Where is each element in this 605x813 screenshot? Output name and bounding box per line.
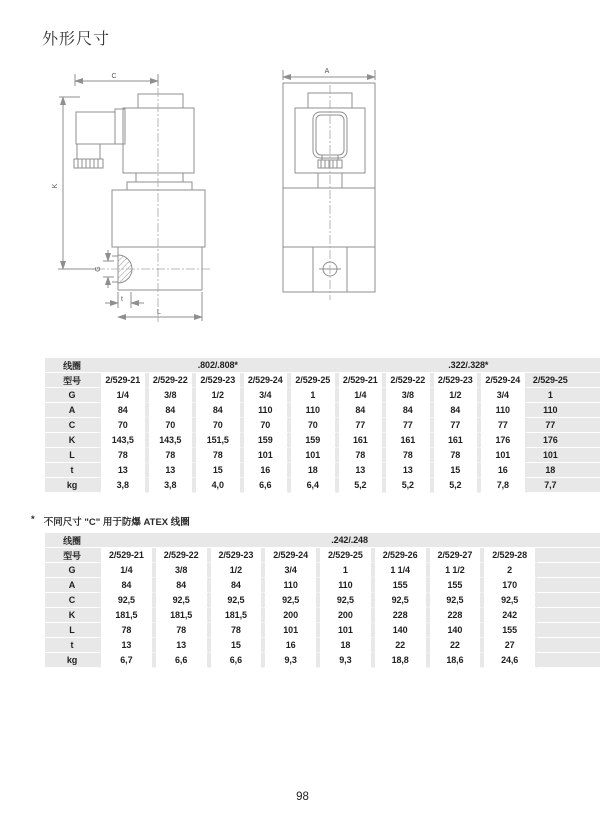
dimension-row-kg: [45, 653, 600, 668]
row-label: L: [45, 623, 99, 638]
model-cell: 2/529-24: [242, 373, 290, 388]
model-cell: 2/529-25: [289, 373, 337, 388]
row-label: t: [45, 463, 99, 478]
value-cell: 77: [432, 418, 480, 433]
value-cell: 16: [479, 463, 527, 478]
model-cell: 2/529-24: [263, 548, 318, 563]
dimension-row-t: [45, 463, 600, 478]
value-cell: 16: [242, 463, 290, 478]
value-cell: 1/4: [99, 388, 147, 403]
value-cell: 242: [482, 608, 537, 623]
value-cell: 22: [428, 638, 483, 653]
value-cell: 143,5: [99, 433, 147, 448]
filler-cell: [537, 608, 600, 623]
value-cell: 110: [318, 578, 373, 593]
coil-label: 线圈: [45, 358, 99, 373]
dimension-table-1-wrap: [45, 358, 600, 493]
model-cell: 2/529-22: [154, 548, 209, 563]
row-label: C: [45, 418, 99, 433]
dim-label-l: L: [157, 309, 161, 316]
model-label: 型号: [45, 548, 99, 563]
value-cell: 18,6: [428, 653, 483, 668]
value-cell: 2: [482, 563, 537, 578]
coil-group-label: .242/.248: [99, 533, 600, 548]
dimension-table-2: [45, 533, 600, 668]
value-cell: 101: [527, 448, 575, 463]
filler-cell: [574, 433, 600, 448]
value-cell: 200: [318, 608, 373, 623]
filler-cell: [574, 373, 600, 388]
value-cell: 110: [479, 403, 527, 418]
value-cell: 84: [337, 403, 385, 418]
value-cell: 110: [527, 403, 575, 418]
model-label: 型号: [45, 373, 99, 388]
value-cell: 101: [263, 623, 318, 638]
value-cell: 7,8: [479, 478, 527, 493]
value-cell: 4,0: [194, 478, 242, 493]
value-cell: 70: [289, 418, 337, 433]
dimension-row-C: [45, 593, 600, 608]
value-cell: 101: [242, 448, 290, 463]
value-cell: 13: [147, 463, 195, 478]
row-label: L: [45, 448, 99, 463]
model-cell: 2/529-21: [99, 548, 154, 563]
value-cell: 3/8: [384, 388, 432, 403]
value-cell: 13: [384, 463, 432, 478]
model-cell: 2/529-21: [337, 373, 385, 388]
value-cell: 16: [263, 638, 318, 653]
value-cell: 92,5: [373, 593, 428, 608]
filler-cell: [574, 463, 600, 478]
value-cell: 143,5: [147, 433, 195, 448]
filler-cell: [537, 578, 600, 593]
row-label: kg: [45, 478, 99, 493]
value-cell: 78: [337, 448, 385, 463]
value-cell: 159: [242, 433, 290, 448]
dimension-row-A: [45, 403, 600, 418]
model-cell: 2/529-22: [147, 373, 195, 388]
value-cell: 101: [289, 448, 337, 463]
filler-cell: [574, 478, 600, 493]
value-cell: 161: [432, 433, 480, 448]
value-cell: 77: [527, 418, 575, 433]
value-cell: 181,5: [209, 608, 264, 623]
value-cell: 6,6: [154, 653, 209, 668]
filler-cell: [537, 563, 600, 578]
front-view-drawing: [268, 60, 380, 305]
model-cell: 2/529-28: [482, 548, 537, 563]
value-cell: 7,7: [527, 478, 575, 493]
value-cell: 1 1/2: [428, 563, 483, 578]
row-label: G: [45, 563, 99, 578]
value-cell: 77: [384, 418, 432, 433]
value-cell: 110: [263, 578, 318, 593]
side-view-drawing: [50, 65, 220, 327]
model-row: [45, 373, 600, 388]
footnote-marker: *: [31, 514, 35, 525]
value-cell: 3/4: [479, 388, 527, 403]
value-cell: 78: [99, 623, 154, 638]
value-cell: 1/4: [337, 388, 385, 403]
value-cell: 3/8: [154, 563, 209, 578]
value-cell: 3/8: [147, 388, 195, 403]
filler-cell: [574, 448, 600, 463]
value-cell: 1/4: [99, 563, 154, 578]
value-cell: 1/2: [432, 388, 480, 403]
page-title: 外形尺寸: [42, 31, 111, 48]
dimension-row-K: [45, 608, 600, 623]
dim-label-k: K: [52, 183, 59, 189]
model-cell: 2/529-24: [479, 373, 527, 388]
filler-cell: [574, 418, 600, 433]
dimension-row-G: [45, 388, 600, 403]
value-cell: 181,5: [154, 608, 209, 623]
value-cell: 84: [432, 403, 480, 418]
value-cell: 92,5: [263, 593, 318, 608]
coil-row: [45, 533, 600, 548]
filler-cell: [537, 638, 600, 653]
value-cell: 13: [99, 638, 154, 653]
filler-cell: [574, 403, 600, 418]
dimension-row-L: [45, 623, 600, 638]
value-cell: 84: [99, 403, 147, 418]
value-cell: 18: [527, 463, 575, 478]
value-cell: 3,8: [99, 478, 147, 493]
model-cell: 2/529-27: [428, 548, 483, 563]
value-cell: 13: [99, 463, 147, 478]
dimension-row-L: [45, 448, 600, 463]
value-cell: 159: [289, 433, 337, 448]
value-cell: 181,5: [99, 608, 154, 623]
value-cell: 13: [154, 638, 209, 653]
value-cell: 228: [428, 608, 483, 623]
value-cell: 176: [479, 433, 527, 448]
value-cell: 27: [482, 638, 537, 653]
value-cell: 92,5: [209, 593, 264, 608]
value-cell: 78: [154, 623, 209, 638]
value-cell: 140: [428, 623, 483, 638]
model-cell: 2/529-23: [194, 373, 242, 388]
filler-cell: [574, 388, 600, 403]
footnote-text: 不同尺寸 "C" 用于防爆 ATEX 线圈: [43, 517, 190, 528]
value-cell: 15: [209, 638, 264, 653]
value-cell: 70: [242, 418, 290, 433]
row-label: A: [45, 578, 99, 593]
value-cell: 1/2: [209, 563, 264, 578]
page-number: 98: [296, 791, 309, 803]
dimension-row-G: [45, 563, 600, 578]
dim-label-a: A: [324, 68, 330, 75]
dim-label-c: C: [111, 73, 117, 80]
value-cell: 200: [263, 608, 318, 623]
row-label: A: [45, 403, 99, 418]
value-cell: 5,2: [384, 478, 432, 493]
coil-label: 线圈: [45, 533, 99, 548]
value-cell: 1 1/4: [373, 563, 428, 578]
filler-cell: [537, 593, 600, 608]
value-cell: 6,4: [289, 478, 337, 493]
dimension-row-C: [45, 418, 600, 433]
value-cell: 70: [194, 418, 242, 433]
dimension-table-1: [45, 358, 600, 493]
dimension-row-A: [45, 578, 600, 593]
coil-group-label: .322/.328*: [337, 358, 601, 373]
value-cell: 92,5: [482, 593, 537, 608]
value-cell: 84: [209, 578, 264, 593]
value-cell: 9,3: [263, 653, 318, 668]
model-cell: 2/529-23: [432, 373, 480, 388]
row-label: t: [45, 638, 99, 653]
value-cell: 1: [318, 563, 373, 578]
value-cell: 101: [479, 448, 527, 463]
value-cell: 5,2: [337, 478, 385, 493]
value-cell: 78: [432, 448, 480, 463]
value-cell: 101: [318, 623, 373, 638]
value-cell: 155: [428, 578, 483, 593]
value-cell: 78: [147, 448, 195, 463]
dimension-row-K: [45, 433, 600, 448]
value-cell: 5,2: [432, 478, 480, 493]
value-cell: 84: [99, 578, 154, 593]
value-cell: 84: [384, 403, 432, 418]
value-cell: 18,8: [373, 653, 428, 668]
value-cell: 18: [289, 463, 337, 478]
model-cell: 2/529-22: [384, 373, 432, 388]
value-cell: 78: [384, 448, 432, 463]
value-cell: 84: [147, 403, 195, 418]
filler-cell: [537, 653, 600, 668]
value-cell: 92,5: [318, 593, 373, 608]
value-cell: 140: [373, 623, 428, 638]
row-label: K: [45, 608, 99, 623]
filler-cell: [537, 623, 600, 638]
value-cell: 3,8: [147, 478, 195, 493]
value-cell: 92,5: [99, 593, 154, 608]
value-cell: 92,5: [154, 593, 209, 608]
dimension-row-t: [45, 638, 600, 653]
value-cell: 161: [384, 433, 432, 448]
value-cell: 155: [373, 578, 428, 593]
coil-group-label: .802/.808*: [99, 358, 337, 373]
value-cell: 78: [209, 623, 264, 638]
value-cell: 92,5: [428, 593, 483, 608]
filler-cell: [537, 548, 600, 563]
value-cell: 155: [482, 623, 537, 638]
value-cell: 15: [432, 463, 480, 478]
row-label: K: [45, 433, 99, 448]
value-cell: 110: [289, 403, 337, 418]
value-cell: 78: [194, 448, 242, 463]
value-cell: 13: [337, 463, 385, 478]
value-cell: 77: [479, 418, 527, 433]
model-cell: 2/529-25: [527, 373, 575, 388]
value-cell: 3/4: [263, 563, 318, 578]
value-cell: 70: [99, 418, 147, 433]
value-cell: 228: [373, 608, 428, 623]
value-cell: 24,6: [482, 653, 537, 668]
model-cell: 2/529-21: [99, 373, 147, 388]
model-cell: 2/529-26: [373, 548, 428, 563]
value-cell: 1: [527, 388, 575, 403]
dimension-row-kg: [45, 478, 600, 493]
value-cell: 151,5: [194, 433, 242, 448]
value-cell: 9,3: [318, 653, 373, 668]
value-cell: 3/4: [242, 388, 290, 403]
value-cell: 6,6: [242, 478, 290, 493]
value-cell: 6,7: [99, 653, 154, 668]
model-cell: 2/529-25: [318, 548, 373, 563]
value-cell: 84: [194, 403, 242, 418]
value-cell: 1/2: [194, 388, 242, 403]
value-cell: 18: [318, 638, 373, 653]
coil-row: [45, 358, 600, 373]
value-cell: 70: [147, 418, 195, 433]
value-cell: 78: [99, 448, 147, 463]
row-label: C: [45, 593, 99, 608]
model-cell: 2/529-23: [209, 548, 264, 563]
value-cell: 1: [289, 388, 337, 403]
row-label: G: [45, 388, 99, 403]
value-cell: 176: [527, 433, 575, 448]
row-label: kg: [45, 653, 99, 668]
dimension-table-2-wrap: [45, 533, 600, 668]
value-cell: 170: [482, 578, 537, 593]
value-cell: 15: [194, 463, 242, 478]
dim-label-t: t: [121, 296, 123, 303]
dim-label-g: G: [95, 266, 102, 272]
value-cell: 22: [373, 638, 428, 653]
value-cell: 110: [242, 403, 290, 418]
value-cell: 77: [337, 418, 385, 433]
value-cell: 6,6: [209, 653, 264, 668]
value-cell: 161: [337, 433, 385, 448]
model-row: [45, 548, 600, 563]
value-cell: 84: [154, 578, 209, 593]
footnote: [31, 514, 190, 528]
